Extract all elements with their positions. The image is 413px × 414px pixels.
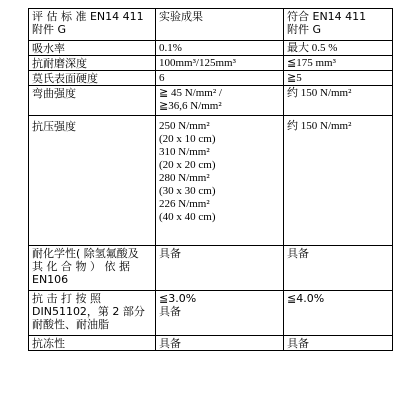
requirement-cell: 具备 bbox=[284, 336, 393, 351]
table-row bbox=[29, 41, 393, 56]
result-cell: 具备 bbox=[156, 246, 284, 291]
result-cell: 250 N/mm² (20 x 10 cm) 310 N/mm² (20 x 20 cm) 280 N/mm² (30 x 30 cm) 226 N/mm² (40 x 40 cm) bbox=[156, 116, 284, 246]
result-cell: 0.1% bbox=[156, 41, 284, 56]
requirement-cell: ≦175 mm³ bbox=[284, 56, 393, 71]
requirement-cell: ≧5 bbox=[284, 71, 393, 86]
document-page bbox=[28, 8, 393, 351]
specification-table bbox=[28, 8, 393, 351]
header-standard: 评 估 标 准 EN14 411 附件 G bbox=[29, 9, 156, 41]
requirement-cell: 约 150 N/mm² bbox=[284, 86, 393, 116]
requirement-cell: 具备 bbox=[284, 246, 393, 291]
table-row bbox=[29, 86, 393, 116]
result-cell: 具备 bbox=[156, 336, 284, 351]
property-cell: 抗 击 打 按 照 DIN51102，第 2 部分 耐酸性、耐油脂 bbox=[29, 291, 156, 336]
header-test-result: 实验成果 bbox=[156, 9, 284, 41]
header-compliance: 符合 EN14 411 附件 G bbox=[284, 9, 393, 41]
result-cell: 6 bbox=[156, 71, 284, 86]
requirement-cell: 最大 0.5 % bbox=[284, 41, 393, 56]
result-cell: ≦3.0% 具备 bbox=[156, 291, 284, 336]
property-cell: 弯曲强度 bbox=[29, 86, 156, 116]
property-cell: 抗冻性 bbox=[29, 336, 156, 351]
requirement-cell: 约 150 N/mm² bbox=[284, 116, 393, 246]
property-cell: 耐化学性( 除氢氟酸及 其 化 合 物 ） 依 据 EN106 bbox=[29, 246, 156, 291]
table-row bbox=[29, 116, 393, 246]
requirement-cell: ≦4.0% bbox=[284, 291, 393, 336]
property-cell: 抗耐磨深度 bbox=[29, 56, 156, 71]
table-row bbox=[29, 56, 393, 71]
property-cell: 莫氏表面硬度 bbox=[29, 71, 156, 86]
table-header-row bbox=[29, 9, 393, 41]
table-row bbox=[29, 246, 393, 291]
table-row bbox=[29, 291, 393, 336]
property-cell: 吸水率 bbox=[29, 41, 156, 56]
result-cell: 100mm³/125mm³ bbox=[156, 56, 284, 71]
table-row bbox=[29, 336, 393, 351]
table-row bbox=[29, 71, 393, 86]
result-cell: ≧ 45 N/mm² / ≧36,6 N/mm² bbox=[156, 86, 284, 116]
property-cell: 抗压强度 bbox=[29, 116, 156, 246]
